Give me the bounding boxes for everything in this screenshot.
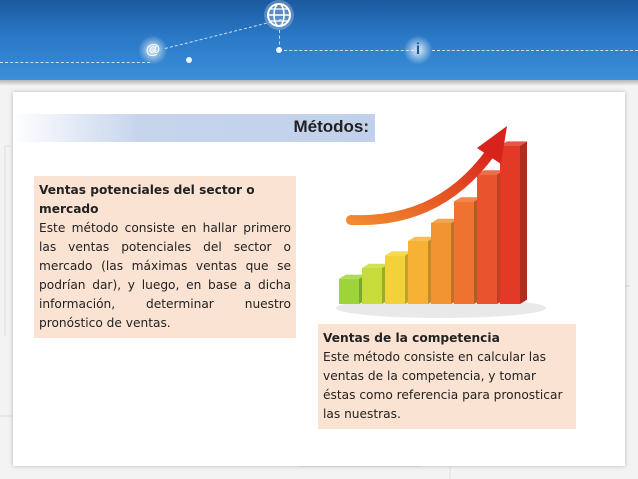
illustration-bar-side bbox=[520, 141, 527, 304]
circuit-line bbox=[279, 50, 419, 51]
left-box-body: Este método consiste en hallar primero las ventas potenciales del sector o mercado (las máximas ventas que se podrían dar), y luego, en base a dicha información, determinar nuestro pronóstico de ventas. bbox=[39, 221, 291, 330]
right-box-body: Este método consiste en calcular las ventas de la competencia, y tomar éstas como referencia para pronosticar las nuestras. bbox=[323, 350, 563, 421]
circuit-node bbox=[186, 57, 192, 63]
slide bbox=[13, 92, 625, 466]
left-info-box bbox=[34, 176, 296, 338]
title-bar bbox=[13, 114, 375, 142]
globe-icon bbox=[262, 0, 296, 32]
header-band bbox=[0, 0, 638, 80]
illustration-bar bbox=[362, 268, 382, 304]
circuit-node bbox=[276, 47, 282, 53]
slide-title: Métodos: bbox=[293, 117, 369, 136]
info-icon: i bbox=[404, 36, 432, 64]
right-box-heading: Ventas de la competencia bbox=[323, 331, 500, 345]
left-box-heading: Ventas potenciales del sector o mercado bbox=[39, 183, 255, 216]
circuit-line bbox=[432, 50, 638, 51]
illustration-bar bbox=[339, 279, 359, 304]
illustration-bar bbox=[431, 223, 451, 304]
circuit-line bbox=[0, 62, 150, 63]
illustration-bar bbox=[500, 146, 520, 304]
rising-bars-with-arrow-icon bbox=[331, 112, 551, 322]
illustration-bar bbox=[385, 255, 405, 304]
at-icon: @ bbox=[139, 36, 167, 64]
illustration-bar bbox=[477, 174, 497, 304]
right-info-box bbox=[318, 324, 576, 429]
illustration-bar bbox=[408, 241, 428, 304]
illustration-bar bbox=[454, 201, 474, 304]
